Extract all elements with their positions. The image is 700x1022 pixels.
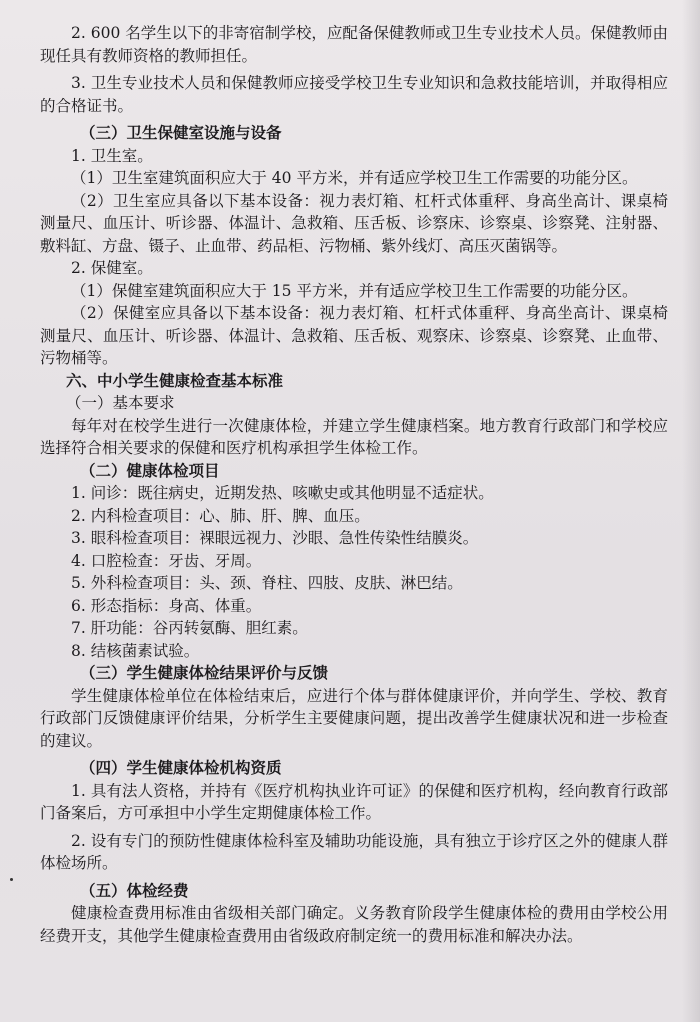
ink-speck [10,878,13,881]
paragraph: 健康检查费用标准由省级相关部门确定。义务教育阶段学生健康体检的费用由学校公用经费开支，其他学生健康检查费用由省级政府制定统一的费用标准和解决办法。 [40,904,668,945]
paragraph: 1. 具有法人资格，并持有《医疗机构执业许可证》的保健和医疗机构，经向教育行政部门备案后，方可承担中小学生定期健康体检工作。 [40,781,668,822]
document-body [40,22,668,947]
section-heading: （四）学生健康体检机构资质 [80,758,282,777]
paragraph: 2. 设有专门的预防性健康体检科室及辅助功能设施，具有独立于诊疗区之外的健康人群体检场所。 [40,831,668,872]
section-heading: （一）基本要求 [66,394,175,412]
paragraph: （2）保健室应具备以下基本设备：视力表灯箱、杠杆式体重秤、身高坐高计、课桌椅测量尺、血压计、听诊器、体温计、急救箱、压舌板、观察床、诊察桌、诊察凳、止血带、污物桶等。 [40,304,668,367]
paragraph: 2. 内科检查项目：心、肺、肝、脾、血压。 [71,506,370,525]
paragraph: 5. 外科检查项目：头、颈、脊柱、四肢、皮肤、淋巴结。 [71,574,463,592]
page-edge-shadow [682,0,700,1022]
paragraph: 学生健康体检单位在体检结束后，应进行个体与群体健康评价，并向学生、学校、教育行政部门反馈健康评价结果，分析学生主要健康问题，提出改善学生健康状况和进一步检查的建议。 [40,686,668,750]
paragraph: 1. 问诊：既往病史，近期发热、咳嗽史或其他明显不适症状。 [71,484,494,502]
section-heading: （二）健康体检项目 [80,460,220,480]
paragraph: 4. 口腔检查：牙齿、牙周。 [71,551,262,570]
paragraph: 1. 卫生室。 [71,146,153,165]
section-heading: （三）卫生保健室设施与设备 [80,123,282,142]
section-heading: （五）体检经费 [80,880,189,900]
section-heading: （三）学生健康体检结果评价与反馈 [80,663,329,682]
paragraph: （2）卫生室应具备以下基本设备：视力表灯箱、杠杆式体重秤、身高坐高计、课桌椅测量尺、血压计、听诊器、体温计、急救箱、压舌板、诊察床、诊察桌、诊察凳、注射器、敷料缸、方盘、镊子、止血带、药品柜、污物桶、紫外线灯、高压灭菌锅等。 [40,191,668,255]
paragraph: （1）卫生室建筑面积应大于 40 平方米，并有适应学校卫生工作需要的功能分区。 [71,169,638,187]
paragraph: 3. 卫生专业技术人员和保健教师应接受学校卫生专业知识和急救技能培训，并取得相应的合格证书。 [40,74,668,115]
paragraph: 2. 600 名学生以下的非寄宿制学校，应配备保健教师或卫生专业技术人员。保健教师由现任具有教师资格的教师担任。 [40,24,668,65]
paragraph: 2. 保健室。 [71,259,153,277]
paragraph: 7. 肝功能：谷丙转氨酶、胆红素。 [71,619,308,637]
paragraph: 8. 结核菌素试验。 [71,641,200,660]
section-heading: 六、中小学生健康检查基本标准 [66,370,284,390]
paragraph: （1）保健室建筑面积应大于 15 平方米，并有适应学校卫生工作需要的功能分区。 [71,281,638,300]
paragraph: 3. 眼科检查项目：裸眼远视力、沙眼、急性传染性结膜炎。 [71,529,479,547]
paragraph: 6. 形态指标：身高、体重。 [71,596,262,615]
paragraph: 每年对在校学生进行一次健康体检，并建立学生健康档案。地方教育行政部门和学校应选择符合相关要求的保健和医疗机构承担学生体检工作。 [40,416,668,457]
